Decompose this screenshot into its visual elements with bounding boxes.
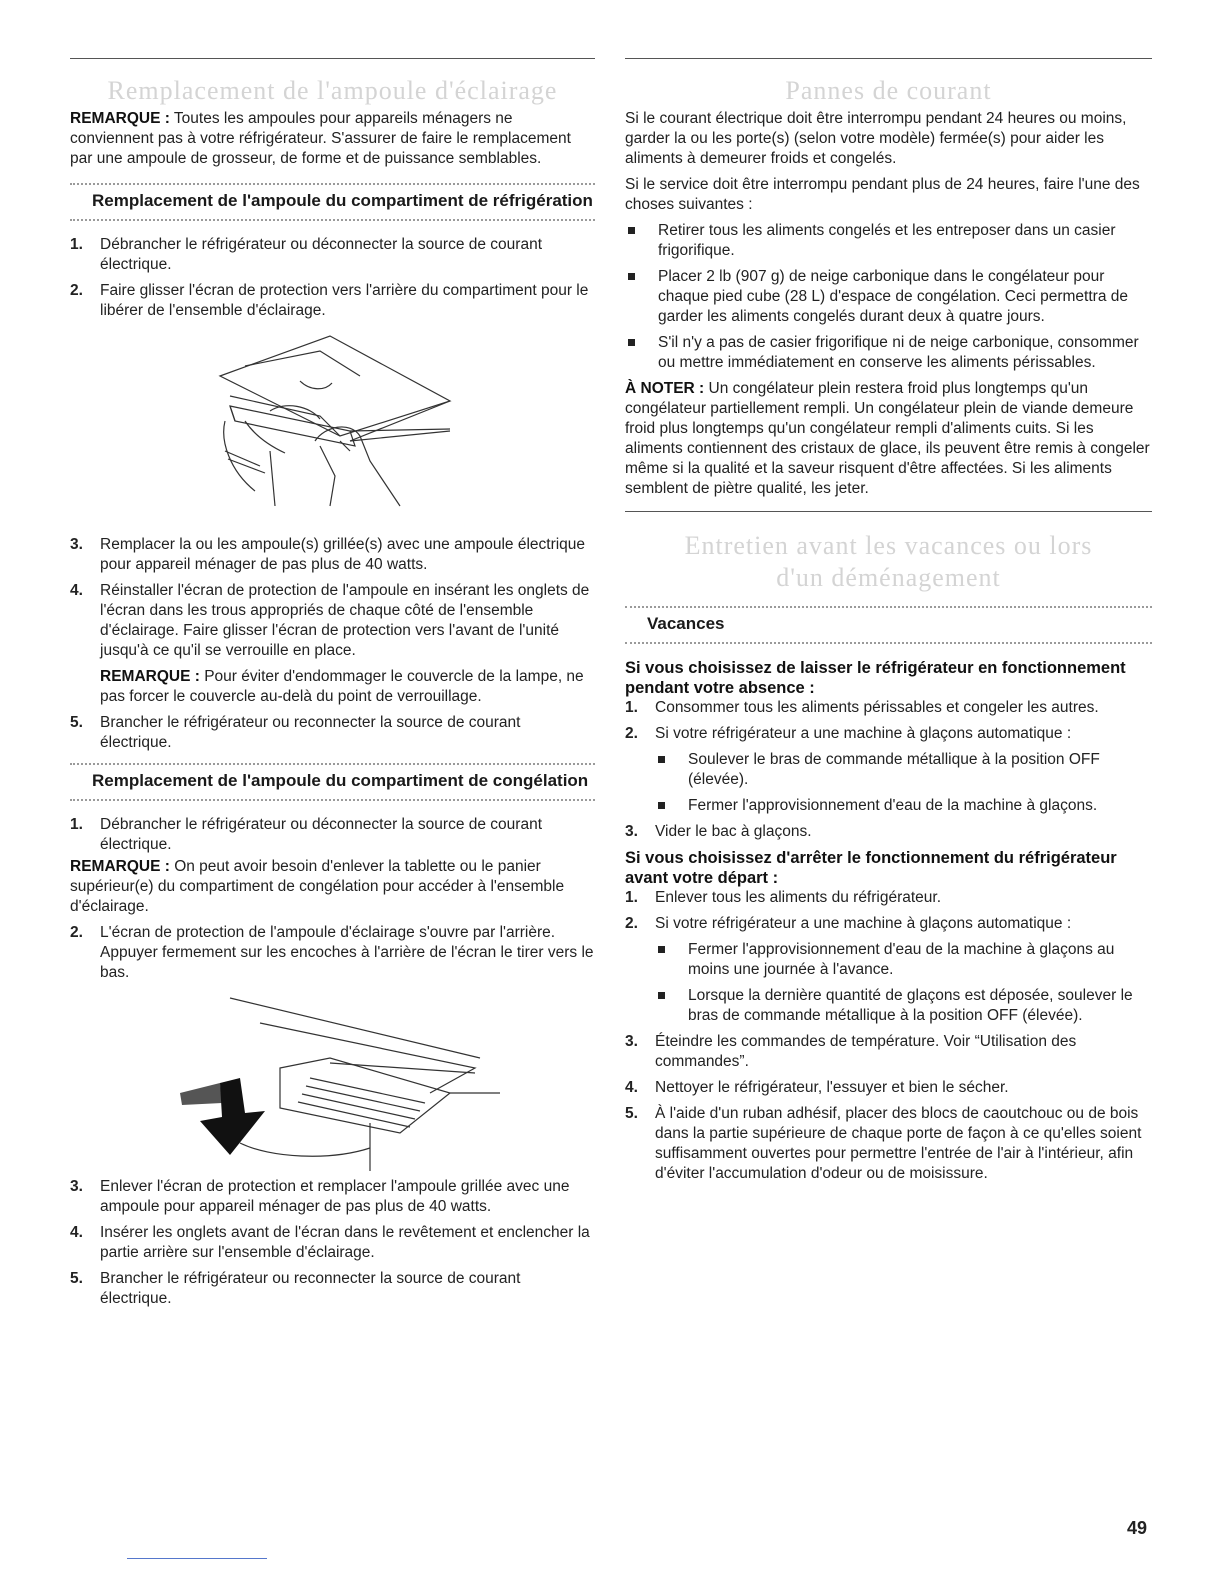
- right-column: [625, 58, 1152, 1184]
- a-noter: À NOTER : Un congélateur plein restera froid plus longtemps qu'un congélateur partiellement rempli. Un congélateur plein de viande demeure froid plus longtemps qu'un congélateur rempli d'aliments cuits. Si les aliments contiennent des cristaux de glace, ils peuvent être remis à congeler même si la qualité et la saveur risquent d'être affectées. Si les aliments semblent de piètre qualité, les jeter.: [625, 380, 1150, 497]
- left-column: [70, 58, 595, 1309]
- dotted-divider: [625, 642, 1152, 644]
- step-list-refrigeration: [70, 235, 595, 321]
- list-item: 2. L'écran de protection de l'ampoule d'éclairage s'ouvre par l'arrière. Appuyer fermement sur les encoches à l'arrière de l'écran le tirer vers le bas.: [70, 924, 594, 981]
- list-item: 5. À l'aide d'un ruban adhésif, placer des blocs de caoutchouc ou de bois dans la partie supérieure de chaque porte de façon à ce qu'elles soient suffisamment ouvertes pour permettre l'entrée de l'air à l'intérieur, afin d'éviter l'accumulation d'odeur ou de moisissure.: [625, 1105, 1142, 1182]
- section-title-pannes: Pannes de courant: [785, 76, 992, 105]
- list-item: 2. Faire glisser l'écran de protection vers l'arrière du compartiment pour le libérer de l'ensemble d'éclairage.: [70, 282, 589, 319]
- push-arrow: [180, 1078, 265, 1155]
- list-item: 2. Si votre réfrigérateur a une machine à glaçons automatique :: [625, 915, 1072, 932]
- remarque-2: REMARQUE : Pour éviter d'endommager le couvercle de la lampe, ne pas forcer le couvercle au-delà du point de verrouillage.: [100, 668, 584, 705]
- page-number: 49: [1127, 1518, 1148, 1538]
- list-item: Retirer tous les aliments congelés et les entreposer dans un casier frigorifique.: [625, 221, 1152, 261]
- top-rule-right: [625, 58, 1152, 59]
- section-title-ampoule: Remplacement de l'ampoule d'éclairage: [107, 76, 558, 105]
- section-rule: [625, 511, 1152, 512]
- step-list-arreter: [625, 888, 1152, 1184]
- dotted-divider: [70, 799, 595, 801]
- remarque-3: REMARQUE : On peut avoir besoin d'enlever la tablette ou le panier supérieur(e) du compartiment de congélation pour accéder à l'ensemble d'éclairage.: [70, 858, 565, 915]
- bold-heading-arreter: Si vous choisissez d'arrêter le fonctionnement du réfrigérateur avant votre départ :: [625, 849, 1117, 887]
- list-item: 5. Brancher le réfrigérateur ou reconnecter la source de courant électrique.: [70, 1270, 521, 1307]
- dotted-divider: [70, 763, 595, 765]
- list-item: 1. Enlever tous les aliments du réfrigérateur.: [625, 889, 942, 906]
- list-item: 3. Enlever l'écran de protection et remplacer l'ampoule grillée avec une ampoule pour appareil ménager de pas plus de 40 watts.: [70, 1178, 570, 1215]
- paragraph: Si le courant électrique doit être interrompu pendant 24 heures ou moins, garder la ou les porte(s) (selon votre modèle) fermée(s) pour aider les aliments à demeurer froids et congelés.: [625, 110, 1127, 167]
- illustration-freezer-light-shield: [70, 983, 595, 1173]
- remarque-1: REMARQUE : Toutes les ampoules pour appareils ménagers ne conviennent pas à votre réfrigérateur. S'assurer de faire le remplacement par une ampoule de grosseur, de forme et de puissance semblables.: [70, 110, 571, 167]
- step-list-refrigeration-cont: [70, 535, 595, 753]
- list-item: Placer 2 lb (907 g) de neige carbonique dans le congélateur pour chaque pied cube (28 L) d'espace de congélation. Ceci permettra de garder les aliments congelés durant deux à quatre jours.: [625, 267, 1152, 327]
- list-item: 3. Remplacer la ou les ampoule(s) grillée(s) avec une ampoule électrique pour appareil ménager de pas plus de 40 watts.: [70, 536, 586, 573]
- dotted-divider: [70, 219, 595, 221]
- step-list-laisser: [625, 698, 1152, 842]
- paragraph: Si le service doit être interrompu pendant plus de 24 heures, faire l'une des choses suivantes :: [625, 176, 1140, 213]
- bold-heading-laisser: Si vous choisissez de laisser le réfrigérateur en fonctionnement pendant votre absence :: [625, 659, 1126, 697]
- list-item: 1. Débrancher le réfrigérateur ou déconnecter la source de courant électrique.: [70, 816, 543, 853]
- list-item: Fermer l'approvisionnement d'eau de la machine à glaçons.: [655, 796, 1152, 816]
- step-list-congelation: [70, 815, 595, 983]
- list-item: 5. Brancher le réfrigérateur ou reconnecter la source de courant électrique.: [70, 714, 521, 751]
- dotted-divider: [70, 183, 595, 185]
- list-item: 3. Éteindre les commandes de température. Voir “Utilisation des commandes”.: [625, 1033, 1077, 1070]
- list-item: Lorsque la dernière quantité de glaçons est déposée, soulever le bras de commande métallique à la position OFF (élevée).: [655, 986, 1152, 1026]
- footer-line: [127, 1558, 267, 1559]
- top-rule-left: [70, 58, 595, 59]
- list-item: 3. Vider le bac à glaçons.: [625, 823, 812, 840]
- list-item: 4. Insérer les onglets avant de l'écran dans le revêtement et enclencher la partie arrière sur l'ensemble d'éclairage.: [70, 1224, 590, 1261]
- bullet-list-pannes: [625, 221, 1152, 373]
- list-item: 4. Réinstaller l'écran de protection de l'ampoule en insérant les onglets de l'écran dans les trous appropriés de chaque côté de l'ensemble d'éclairage. Faire glisser l'écran de protection vers l'avant de l'unité jusqu'à ce qu'il se verrouille en place.: [70, 582, 590, 659]
- figure-refrigerator-light: [70, 321, 595, 531]
- list-item: Soulever le bras de commande métallique à la position OFF (élevée).: [655, 750, 1152, 790]
- subsection-title-vacances: Vacances: [647, 614, 725, 633]
- dotted-divider: [625, 606, 1152, 608]
- list-item: S'il n'y a pas de casier frigorifique ni de neige carbonique, consommer ou mettre immédiatement en conserve les aliments périssables.: [625, 333, 1152, 373]
- list-item: 1. Débrancher le réfrigérateur ou déconnecter la source de courant électrique.: [70, 236, 543, 273]
- list-item: 4. Nettoyer le réfrigérateur, l'essuyer et bien le sécher.: [625, 1079, 1009, 1096]
- subsection-title-congelation: Remplacement de l'ampoule du compartiment de congélation: [92, 771, 589, 790]
- list-item: 1. Consommer tous les aliments périssables et congeler les autres.: [625, 699, 1099, 716]
- figure-freezer-light: [70, 983, 595, 1173]
- subsection-title-refrigeration: Remplacement de l'ampoule du compartiment de réfrigération: [92, 191, 593, 210]
- section-title-vacances: Entretien avant les vacances ou lors d'un déménagement: [684, 531, 1093, 592]
- illustration-refrigerator-light-shield: [70, 321, 595, 531]
- list-item: Fermer l'approvisionnement d'eau de la machine à glaçons au moins une journée à l'avance.: [655, 940, 1152, 980]
- step-list-congelation-cont: [70, 1177, 595, 1309]
- list-item: 2. Si votre réfrigérateur a une machine à glaçons automatique :: [625, 725, 1072, 742]
